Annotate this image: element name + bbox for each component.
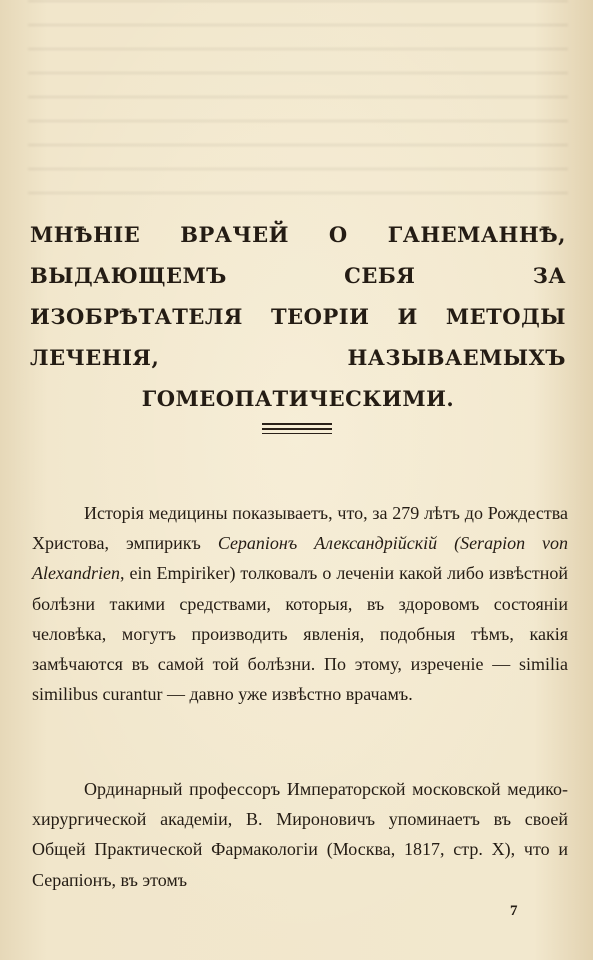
ornamental-rule (262, 433, 332, 434)
paragraph-1-italic: Серапіонъ Александрійскій (Serapion von Alexandrien (32, 533, 568, 584)
bleed-through-text (28, 0, 568, 200)
page-number: 7 (510, 903, 518, 919)
chapter-heading: МНѢНІЕ ВРАЧЕЙ О ГАНЕМАННѢ, ВЫДАЮЩЕМЪ СЕБЯ ЗА ИЗОБРѢТАТЕЛЯ ТЕОРІИ И МЕТОДЫ ЛЕЧЕНІЯ, НАЗЫВАЕМЫХЪ ГОМЕОПАТИЧЕСКИМИ. (30, 222, 566, 411)
paragraph-1-text-a: Исторія медицины показываетъ, что, за 279 лѣтъ до Рождества Христова, эмпирикъ (32, 503, 568, 554)
paragraph-1-text-b: , ein Empiriker) толковалъ о леченіи какой либо извѣстной болѣзни такими средствами, которыя, въ здоровомъ состояніи человѣка, могутъ производить явленія, подобныя тѣмъ, какія замѣчаются въ самой той болѣзни. По этому, изреченіе — similia similibus curantur — давно уже извѣстно врачамъ. (32, 563, 568, 705)
ornamental-rule (262, 428, 332, 430)
paragraph-1 (32, 498, 568, 709)
paragraph-2: Ординарный профессоръ Императорской московской медико-хирургической академіи, В. Мироновичъ упоминаетъ въ своей Общей Практической Фармакологіи (Москва, 1817, стр. X), что и Серапіонъ, въ этомъ (32, 779, 568, 890)
ornamental-rule (262, 423, 332, 425)
